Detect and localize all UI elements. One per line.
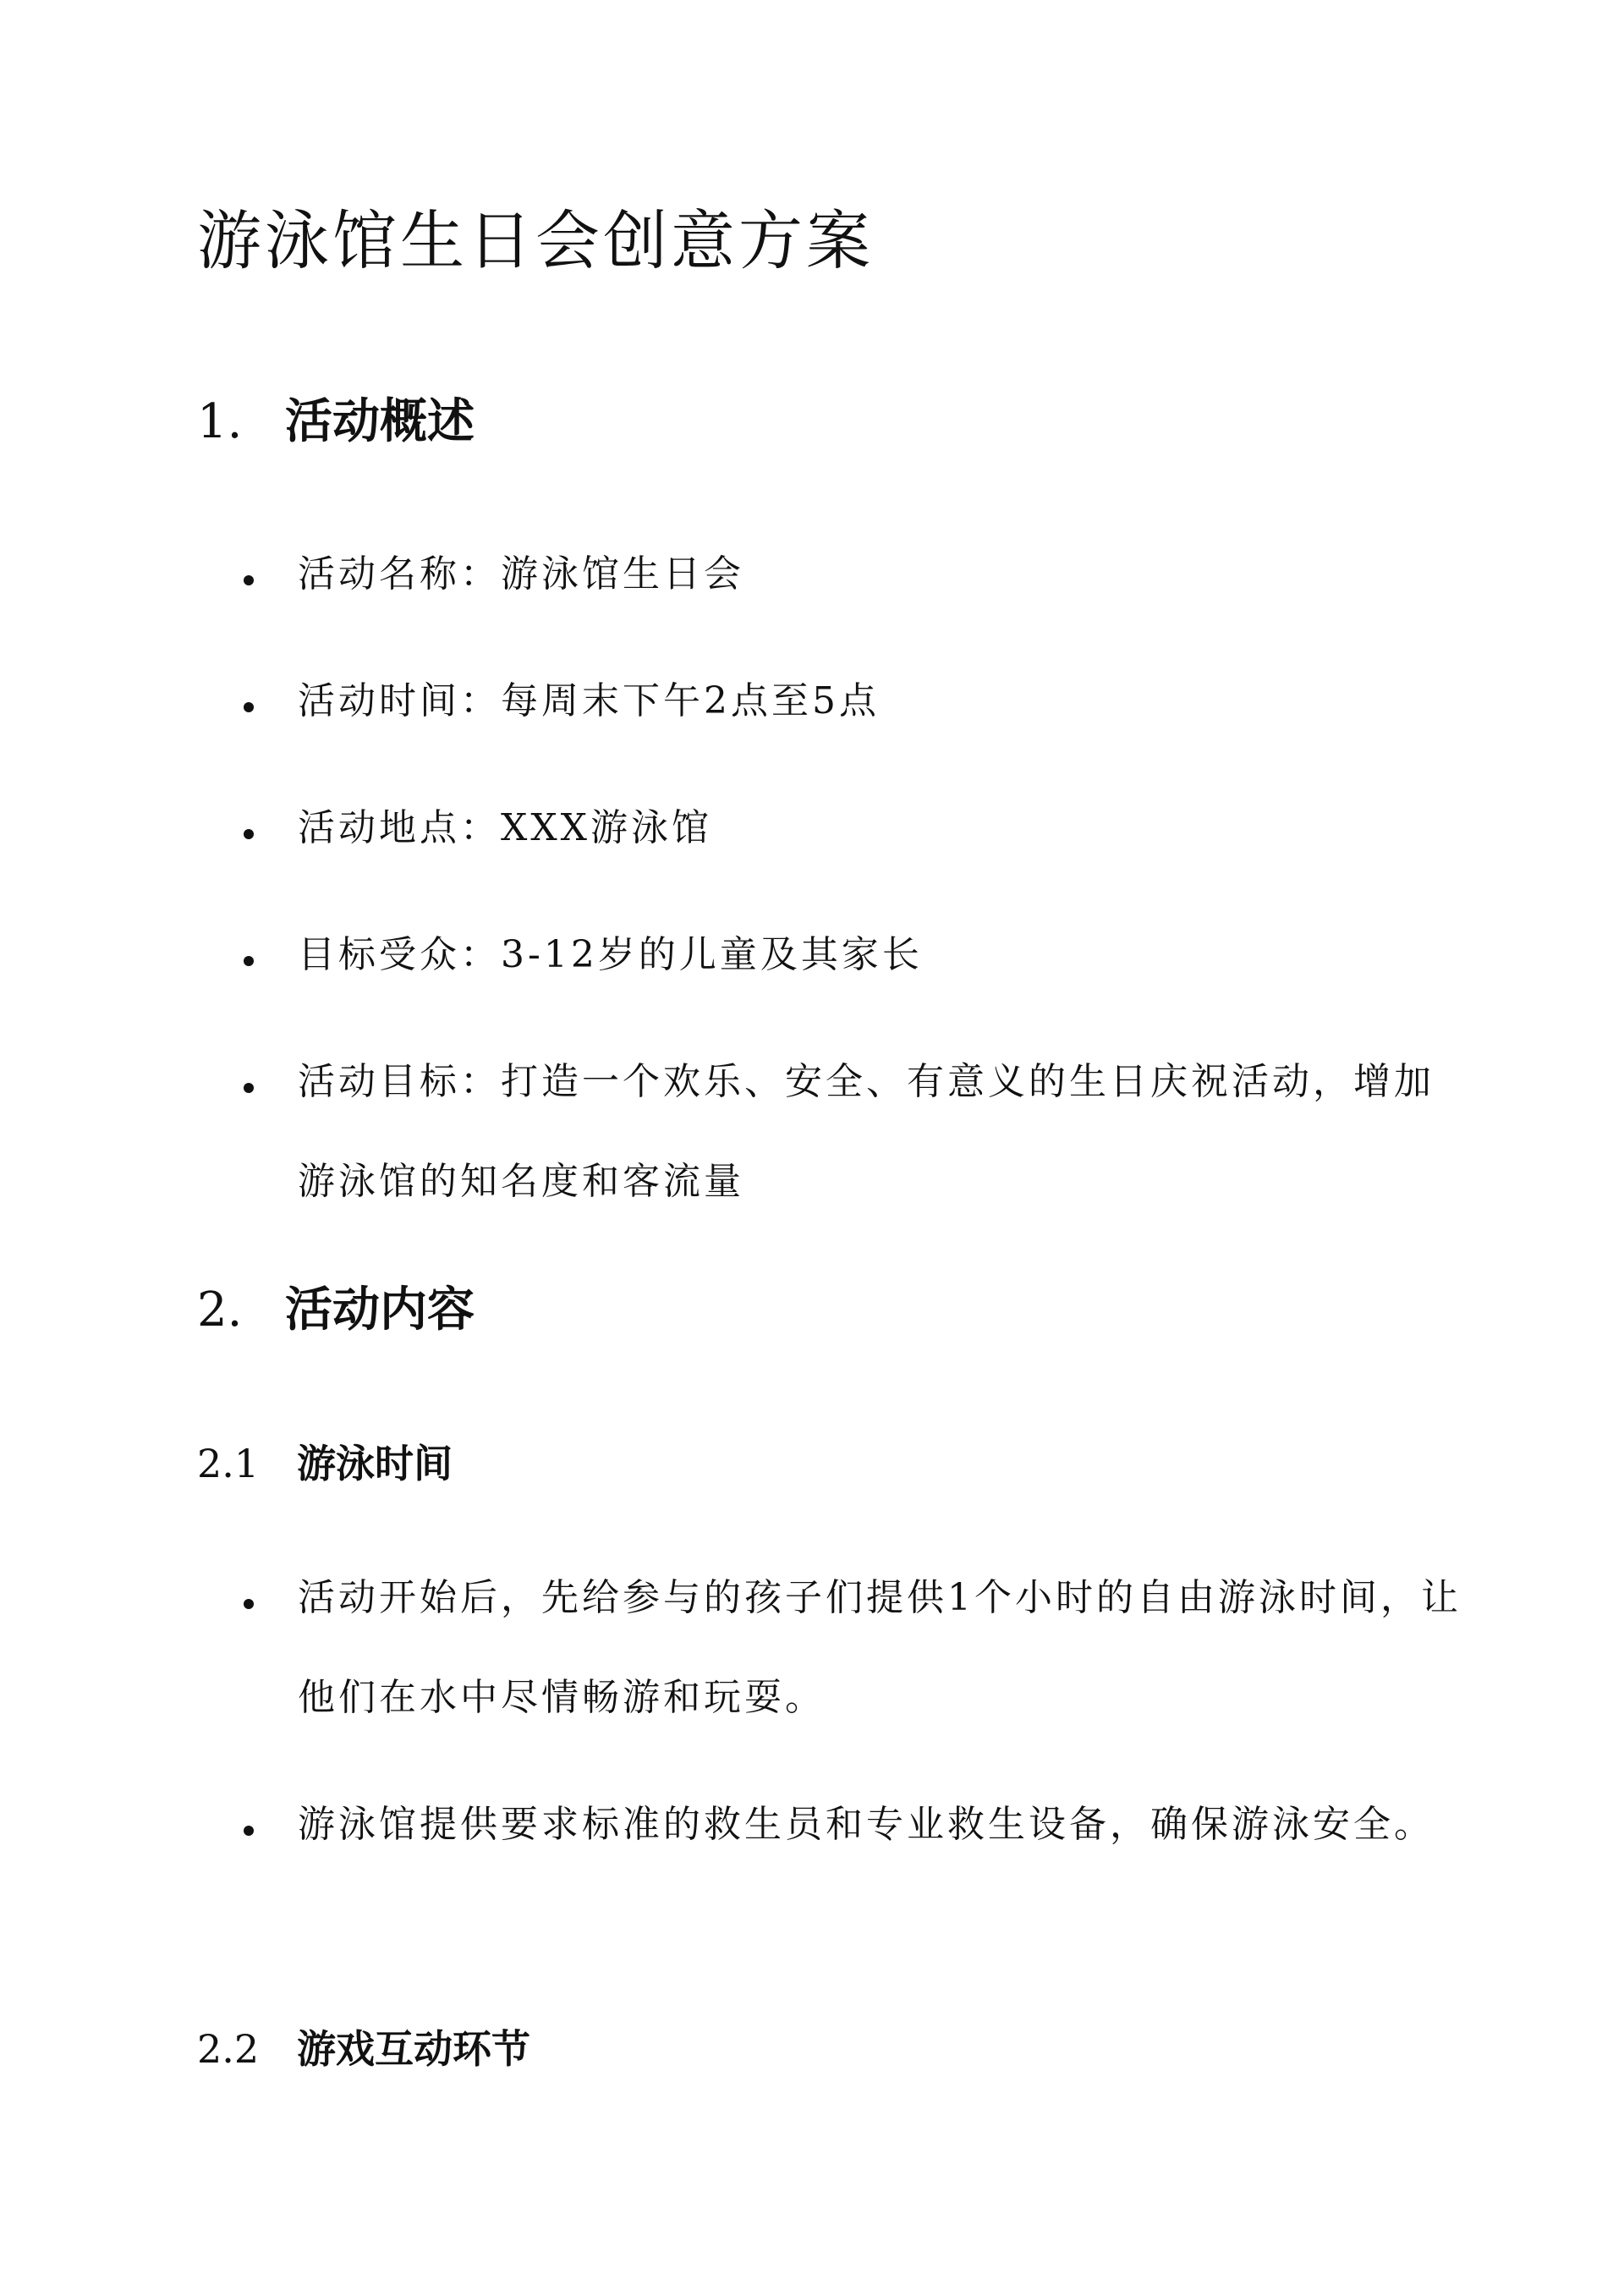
document-title: 游泳馆生日会创意方案 (197, 203, 874, 278)
subsection-heading-2-1 (197, 1436, 453, 1491)
subsection-heading-2-2 (197, 2021, 530, 2077)
section-heading-2 (197, 1276, 475, 1344)
list-item-text: 活动开始后，先给参与的孩子们提供1个小时的自由游泳时间，让他们在水中尽情畅游和玩耍。 (298, 1576, 1462, 1719)
bullet-icon (244, 575, 254, 585)
bullet-icon (244, 1826, 254, 1836)
list-item (244, 1775, 1445, 1975)
list-item-text: 活动时间：每周末下午2点至5点 (298, 679, 880, 722)
section-number: 1. (197, 394, 243, 449)
section-title: 活动内容 (285, 1282, 475, 1338)
bullet-icon (244, 1599, 254, 1609)
section-heading-1 (197, 387, 475, 456)
list-item (244, 651, 1445, 751)
list-item-text: 活动目标：打造一个欢乐、安全、有意义的生日庆祝活动，增加游泳馆的知名度和客流量 (298, 1060, 1435, 1203)
section-number: 2. (197, 1283, 243, 1338)
bullet-icon (244, 829, 254, 839)
bullet-icon (244, 702, 254, 712)
list-item (244, 905, 1445, 1005)
list-item-text: 活动地点：XXX游泳馆 (298, 806, 712, 849)
list-item-text: 游泳馆提供要求标准的救生员和专业救生设备，确保游泳安全。 (298, 1803, 1435, 1846)
subsection-number: 2.1 (197, 1441, 260, 1486)
list-item-text: 目标受众：3-12岁的儿童及其家长 (298, 933, 923, 976)
bullet-icon (244, 956, 254, 966)
list-item (244, 1548, 1462, 1748)
subsection-title: 游戏互动环节 (297, 2026, 530, 2072)
list-item (244, 525, 1445, 624)
bullet-icon (244, 1083, 254, 1093)
subsection-number: 2.2 (197, 2026, 260, 2072)
list-item-text: 活动名称：游泳馆生日会 (298, 552, 744, 596)
list-item (244, 1032, 1445, 1232)
subsection-title: 游泳时间 (297, 1441, 453, 1486)
section-title: 活动概述 (285, 393, 475, 449)
list-item (244, 778, 1445, 878)
